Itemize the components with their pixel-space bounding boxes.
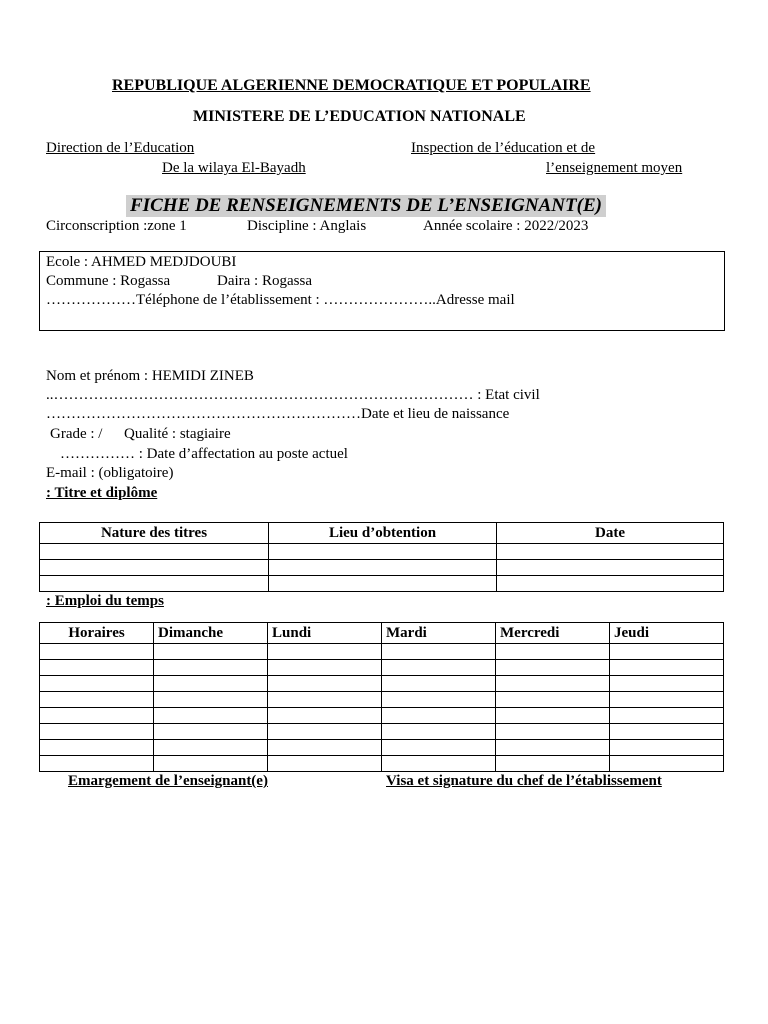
table-cell[interactable] (496, 644, 610, 660)
column-header: Lieu d’obtention (269, 523, 497, 544)
discipline: Discipline : Anglais (247, 218, 367, 234)
email: E-mail : (obligatoire) (46, 465, 174, 481)
table-cell[interactable] (154, 676, 268, 692)
form-title: FICHE DE RENSEIGNEMENTS DE L’ENSEIGNANT(E) (126, 195, 606, 217)
table-row (40, 576, 724, 592)
column-header: Lundi (268, 623, 382, 644)
table-cell[interactable] (40, 544, 269, 560)
table-cell[interactable] (496, 724, 610, 740)
table-cell[interactable] (40, 724, 154, 740)
titres-heading: : Titre et diplôme (46, 485, 158, 501)
column-header: Dimanche (154, 623, 268, 644)
table-cell[interactable] (154, 692, 268, 708)
circonscription: Circonscription :zone 1 (46, 218, 187, 234)
table-cell[interactable] (268, 660, 382, 676)
qualite: Qualité : stagiaire (124, 426, 231, 442)
table-cell[interactable] (610, 644, 724, 660)
table-cell[interactable] (40, 676, 154, 692)
table-cell[interactable] (496, 708, 610, 724)
table-cell[interactable] (40, 660, 154, 676)
annee-scolaire: Année scolaire : 2022/2023 (423, 218, 589, 234)
table-cell[interactable] (40, 756, 154, 772)
table-cell[interactable] (268, 740, 382, 756)
table-row (40, 676, 724, 692)
inspection-line1: Inspection de l’éducation et de (411, 140, 596, 156)
table-cell[interactable] (497, 576, 724, 592)
republic-heading: REPUBLIQUE ALGERIENNE DEMOCRATIQUE ET POPULAIRE (112, 77, 591, 94)
table-row (40, 644, 724, 660)
table-row (40, 708, 724, 724)
table-row (40, 724, 724, 740)
inspection-line2: l’enseignement moyen (546, 160, 683, 176)
table-cell[interactable] (268, 708, 382, 724)
table-cell[interactable] (610, 708, 724, 724)
teacher-signature-label: Emargement de l’enseignant(e) (68, 773, 268, 789)
table-cell[interactable] (497, 544, 724, 560)
table-cell[interactable] (610, 756, 724, 772)
table-cell[interactable] (610, 724, 724, 740)
table-cell[interactable] (40, 692, 154, 708)
table-cell[interactable] (268, 692, 382, 708)
table-cell[interactable] (268, 756, 382, 772)
table-cell[interactable] (40, 740, 154, 756)
table-cell[interactable] (382, 756, 496, 772)
table-cell[interactable] (496, 676, 610, 692)
grade: Grade : / (50, 426, 103, 442)
date-affectation: …………… : Date d’affectation au poste actuel (60, 446, 348, 462)
date-lieu-naissance: ………………………………………………………Date et lieu de naissance (46, 406, 510, 422)
table-cell[interactable] (382, 708, 496, 724)
table-cell[interactable] (154, 644, 268, 660)
table-cell[interactable] (382, 740, 496, 756)
table-cell[interactable] (610, 740, 724, 756)
daira: Daira : Rogassa (217, 273, 312, 289)
titres-table (39, 522, 724, 592)
table-cell[interactable] (382, 660, 496, 676)
etat-civil: ..………………………………………………………………………… : Etat civil (46, 387, 540, 403)
table-cell[interactable] (382, 724, 496, 740)
school-name: Ecole : AHMED MEDJDOUBI (46, 254, 237, 270)
table-cell[interactable] (154, 740, 268, 756)
table-cell[interactable] (154, 756, 268, 772)
table-cell[interactable] (610, 676, 724, 692)
table-cell[interactable] (40, 576, 269, 592)
table-cell[interactable] (154, 708, 268, 724)
column-header: Jeudi (610, 623, 724, 644)
column-header: Nature des titres (40, 523, 269, 544)
table-cell[interactable] (496, 660, 610, 676)
column-header: Horaires (40, 623, 154, 644)
table-cell[interactable] (268, 676, 382, 692)
table-cell[interactable] (40, 708, 154, 724)
table-cell[interactable] (496, 740, 610, 756)
table-cell[interactable] (154, 724, 268, 740)
table-cell[interactable] (154, 660, 268, 676)
table-cell[interactable] (496, 756, 610, 772)
table-cell[interactable] (610, 692, 724, 708)
table-cell[interactable] (268, 644, 382, 660)
emploi-heading: : Emploi du temps (46, 593, 164, 609)
direction-line2: De la wilaya El-Bayadh (162, 160, 306, 176)
table-cell[interactable] (268, 724, 382, 740)
table-cell[interactable] (269, 560, 497, 576)
table-row (40, 560, 724, 576)
emploi-table (39, 622, 724, 772)
table-cell[interactable] (40, 644, 154, 660)
teacher-name: Nom et prénom : HEMIDI ZINEB (46, 368, 254, 384)
chef-signature-label: Visa et signature du chef de l’établissement (386, 773, 662, 789)
table-cell[interactable] (382, 692, 496, 708)
table-row (40, 740, 724, 756)
table-cell[interactable] (496, 692, 610, 708)
table-cell[interactable] (269, 544, 497, 560)
table-row (40, 756, 724, 772)
table-cell[interactable] (269, 576, 497, 592)
school-contact-line: ………………Téléphone de l’établissement : …………………..Adresse mail (46, 292, 515, 308)
table-cell[interactable] (382, 644, 496, 660)
direction-line1: Direction de l’Education (46, 140, 195, 156)
column-header: Mercredi (496, 623, 610, 644)
table-cell[interactable] (382, 676, 496, 692)
table-cell[interactable] (40, 560, 269, 576)
ministry-heading: MINISTERE DE L’EDUCATION NATIONALE (193, 108, 526, 125)
table-cell[interactable] (497, 560, 724, 576)
commune: Commune : Rogassa (46, 273, 171, 289)
table-cell[interactable] (610, 660, 724, 676)
column-header: Mardi (382, 623, 496, 644)
table-row (40, 660, 724, 676)
table-row (40, 544, 724, 560)
table-row (40, 692, 724, 708)
column-header: Date (497, 523, 724, 544)
